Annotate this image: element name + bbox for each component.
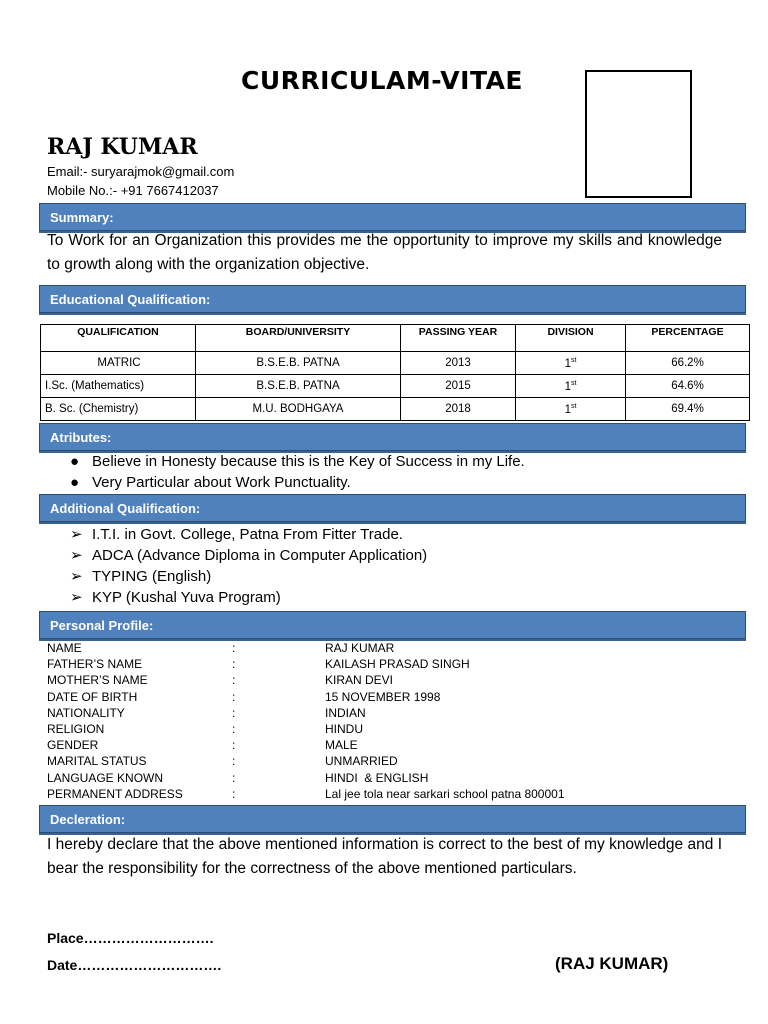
mobile-line: Mobile No.:- +91 7667412037 [47, 183, 219, 198]
arrow-bullet-icon: ➢ [70, 568, 83, 585]
bullet-icon: ● [70, 453, 80, 470]
list-item [46, 472, 525, 493]
profile-separator: : [232, 705, 236, 720]
section-header-education: Educational Qualification: [39, 285, 746, 313]
profile-separator: : [232, 754, 236, 769]
document-title: CURRICULAM-VITAE [241, 66, 523, 95]
photo-placeholder [585, 70, 692, 198]
profile-value: MALE [325, 738, 358, 753]
profile-value: RAJ KUMAR [325, 641, 395, 655]
profile-row [47, 721, 747, 737]
profile-row [47, 689, 747, 705]
signature-name: (RAJ KUMAR) [555, 954, 669, 973]
profile-separator: : [232, 786, 236, 801]
profile-label: GENDER [47, 738, 99, 753]
profile-row [47, 737, 747, 753]
list-item-text: I.T.I. in Govt. College, Patna From Fitter Trade. [92, 526, 403, 543]
list-item [46, 566, 427, 587]
profile-separator: : [232, 673, 236, 688]
profile-value: HINDU [325, 721, 363, 736]
column-header: QUALIFICATION [41, 325, 196, 352]
list-item [46, 545, 427, 566]
profile-value: INDIAN [325, 705, 366, 720]
profile-label: DATE OF BIRTH [47, 689, 138, 704]
list-item [46, 451, 525, 472]
column-header: DIVISION [516, 325, 626, 352]
profile-label: MARITAL STATUS [47, 754, 147, 769]
profile-value: Lal jee tola near sarkari school patna 800001 [325, 786, 565, 801]
arrow-bullet-icon: ➢ [70, 526, 83, 543]
declaration-text: I hereby declare that the above mentioned information is correct to the best of my knowledge and I bear the responsibility for the correctness of the above mentioned particulars. [47, 836, 722, 877]
profile-row [47, 656, 747, 672]
arrow-bullet-icon: ➢ [70, 589, 83, 606]
candidate-name: RAJ KUMAR [47, 134, 198, 160]
table-cell [516, 352, 626, 375]
profile-separator: : [232, 721, 236, 736]
education-table [40, 324, 750, 421]
table-cell: 64.6% [626, 375, 750, 398]
division-suffix: st [570, 356, 577, 364]
profile-label: LANGUAGE KNOWN [47, 770, 164, 785]
profile-value: HINDI & ENGLISH [325, 770, 429, 785]
section-header-additional: Additional Qualification: [39, 494, 746, 522]
table-cell: B. Sc. (Chemistry) [41, 398, 196, 421]
list-item [46, 524, 427, 545]
table-cell: B.S.E.B. PATNA [196, 352, 401, 375]
personal-profile [47, 640, 747, 802]
section-header-attributes: Atributes: [39, 423, 746, 451]
table-cell: 69.4% [626, 398, 750, 421]
division-value: 1 [564, 357, 571, 370]
table-row [41, 375, 750, 398]
table-cell: 66.2% [626, 352, 750, 375]
profile-label: FATHER’S NAME [47, 657, 143, 672]
profile-value: KAILASH PRASAD SINGH [325, 657, 470, 672]
list-item-text: KYP (Kushal Yuva Program) [92, 589, 281, 606]
profile-value: UNMARRIED [325, 754, 398, 769]
profile-label: PERMANENT ADDRESS [47, 786, 183, 801]
table-cell: I.Sc. (Mathematics) [41, 375, 196, 398]
table-cell: MATRIC [41, 352, 196, 375]
column-header: BOARD/UNIVERSITY [196, 325, 401, 352]
column-header: PERCENTAGE [626, 325, 750, 352]
profile-separator: : [232, 770, 236, 785]
email-line: Email:- suryarajmok@gmail.com [47, 164, 235, 179]
column-header: PASSING YEAR [401, 325, 516, 352]
table-cell: 2018 [401, 398, 516, 421]
profile-separator: : [232, 738, 236, 753]
table-cell: 2015 [401, 375, 516, 398]
table-cell [516, 375, 626, 398]
list-item [46, 587, 427, 608]
profile-label: NATIONALITY [47, 705, 125, 720]
division-value: 1 [564, 403, 571, 416]
bullet-icon: ● [70, 474, 80, 491]
profile-separator: : [232, 657, 236, 672]
table-cell: M.U. BODHGAYA [196, 398, 401, 421]
table-cell: 2013 [401, 352, 516, 375]
profile-separator: : [232, 689, 236, 704]
profile-label: RELIGION [47, 721, 105, 736]
list-item-text: Believe in Honesty because this is the Key of Success in my Life. [92, 453, 525, 470]
profile-row [47, 672, 747, 688]
table-cell [516, 398, 626, 421]
profile-row [47, 753, 747, 769]
division-suffix: st [570, 402, 577, 410]
table-row [41, 398, 750, 421]
table-header-row [41, 325, 750, 352]
list-item-text: TYPING (English) [92, 568, 212, 585]
profile-value: 15 NOVEMBER 1998 [325, 689, 441, 704]
profile-label: NAME [47, 641, 82, 655]
list-item-text: ADCA (Advance Diploma in Computer Application) [92, 547, 428, 564]
table-cell: B.S.E.B. PATNA [196, 375, 401, 398]
section-header-summary: Summary: [39, 203, 746, 231]
profile-separator: : [232, 641, 236, 655]
division-value: 1 [564, 380, 571, 393]
profile-row [47, 786, 747, 802]
section-header-personal: Personal Profile: [39, 611, 746, 639]
profile-value: KIRAN DEVI [325, 673, 394, 688]
summary-text: To Work for an Organization this provides me the opportunity to improve my skills and knowledge to growth along with the organization objective. [47, 232, 722, 273]
division-suffix: st [570, 379, 577, 387]
profile-row [47, 770, 747, 786]
list-item-text: Very Particular about Work Punctuality. [92, 474, 351, 491]
profile-row [47, 705, 747, 721]
profile-row [47, 640, 747, 656]
arrow-bullet-icon: ➢ [70, 547, 83, 564]
attributes-list [46, 451, 525, 493]
table-row [41, 352, 750, 375]
section-header-declaration: Decleration: [39, 805, 746, 833]
additional-qualifications-list [46, 524, 427, 608]
place-line: Place………………………. [47, 930, 214, 946]
profile-label: MOTHER’S NAME [47, 673, 148, 688]
date-line: Date…………………………. [47, 957, 222, 973]
